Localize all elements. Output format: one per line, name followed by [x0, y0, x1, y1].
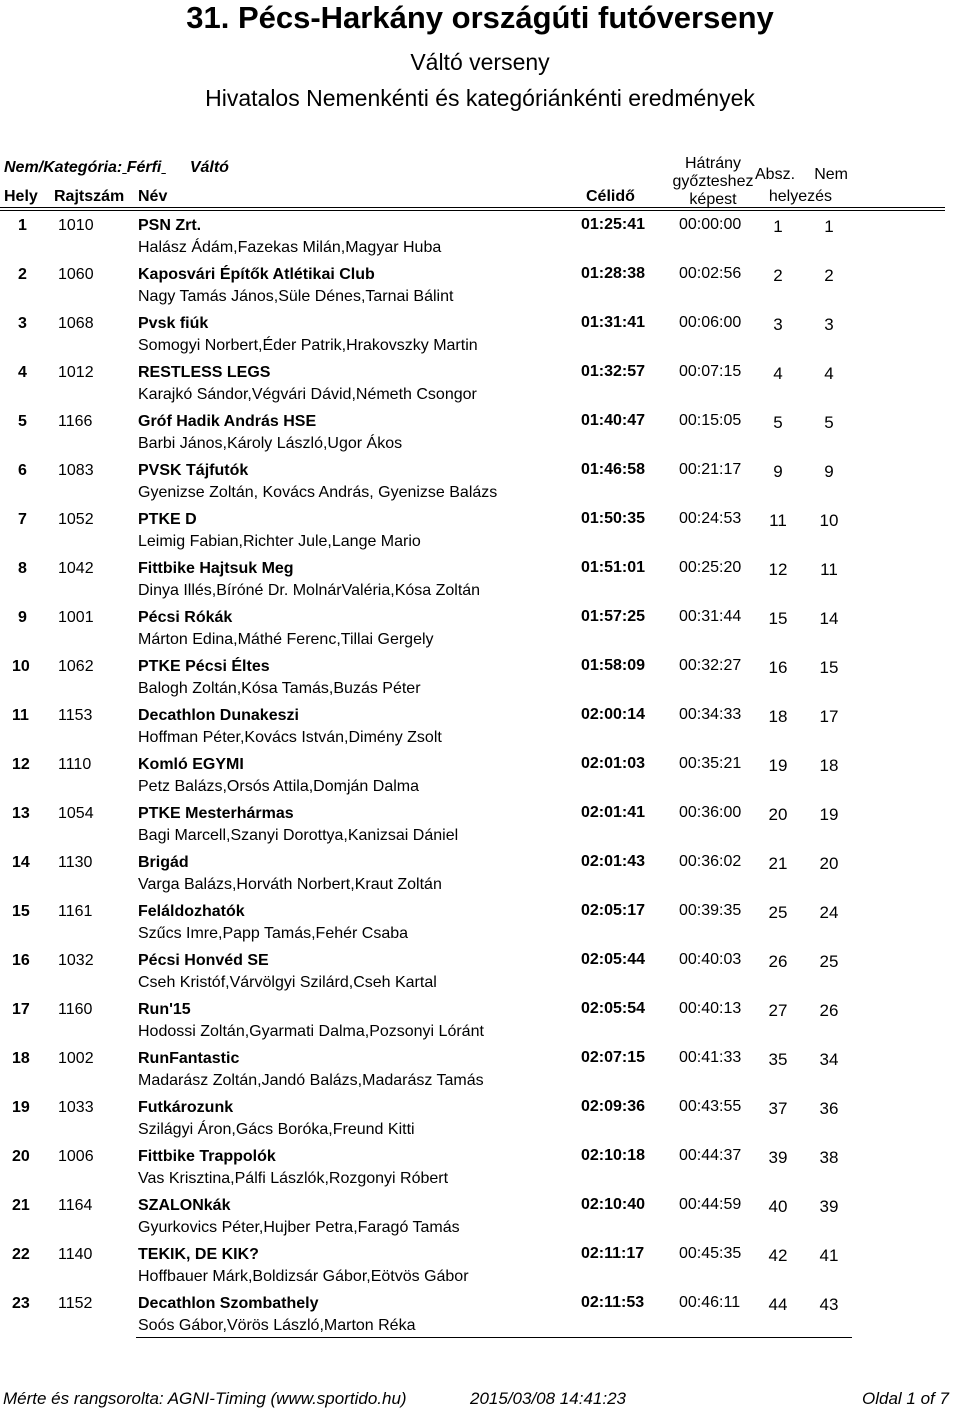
row-gap: 00:45:35	[679, 1245, 742, 1262]
row-place: 17	[12, 1001, 30, 1018]
row-team-name: Brigád	[138, 854, 189, 871]
row-members: Hoffman Péter,Kovács István,Dimény Zsolt	[138, 729, 442, 746]
row-finish-time: 02:01:03	[581, 755, 646, 772]
row-finish-time: 01:50:35	[581, 510, 646, 527]
row-finish-time: 01:32:57	[581, 363, 646, 380]
row-place: 16	[12, 952, 30, 969]
row-members: Soós Gábor,Vörös László,Marton Réka	[138, 1317, 416, 1334]
row-finish-time: 01:40:47	[581, 412, 646, 429]
row-absolute-place: 9	[773, 462, 783, 481]
row-absolute-place: 3	[773, 315, 783, 334]
row-gender-place: 24	[819, 903, 839, 922]
row-bib: 1062	[58, 658, 94, 675]
row-gap: 00:40:13	[679, 1000, 742, 1017]
row-finish-time: 02:10:40	[581, 1196, 646, 1213]
row-bib: 1068	[58, 315, 94, 332]
column-header-name: Név	[138, 188, 168, 205]
row-gender-place: 5	[824, 413, 834, 432]
row-absolute-place: 19	[768, 756, 788, 775]
row-finish-time: 02:00:14	[581, 706, 646, 723]
row-absolute-place: 26	[768, 952, 788, 971]
row-place: 3	[18, 315, 27, 332]
row-absolute-place: 15	[768, 609, 788, 628]
row-gender-place: 20	[819, 854, 839, 873]
row-gender-place: 14	[819, 609, 839, 628]
row-gender-place: 1	[824, 217, 834, 236]
row-team-name: PSN Zrt.	[138, 217, 202, 234]
row-members: Dinya Illés,Bíróné Dr. MolnárValéria,Kósa Zoltán	[138, 582, 481, 599]
row-bib: 1060	[58, 266, 94, 283]
row-gender-place: 43	[819, 1295, 839, 1314]
row-bib: 1152	[58, 1295, 93, 1312]
category-label: Nem/Kategória:	[4, 159, 123, 176]
table-row	[0, 701, 960, 750]
row-finish-time: 01:28:38	[581, 265, 646, 282]
row-finish-time: 02:05:54	[581, 1000, 646, 1017]
row-members: Márton Edina,Máthé Ferenc,Tillai Gergely	[138, 631, 434, 648]
row-gender-place: 25	[819, 952, 839, 971]
row-gender-place: 17	[819, 707, 839, 726]
row-team-name: Komló EGYMI	[138, 756, 244, 773]
row-team-name: Pécsi Honvéd SE	[138, 952, 269, 969]
row-members: Cseh Kristóf,Várvölgyi Szilárd,Cseh Kartal	[138, 974, 437, 991]
table-row	[0, 652, 960, 701]
row-gap: 00:36:00	[679, 804, 742, 821]
row-members: Petz Balázs,Orsós Attila,Domján Dalma	[138, 778, 419, 795]
row-absolute-place: 20	[768, 805, 788, 824]
row-finish-time: 02:11:53	[581, 1294, 645, 1311]
footer-datetime: 2015/03/08 14:41:23	[470, 1389, 626, 1408]
column-header-gap-line1: Hátrány	[684, 155, 742, 172]
row-members: Halász Ádám,Fazekas Milán,Magyar Huba	[138, 239, 442, 256]
row-gender-place: 26	[819, 1001, 839, 1020]
row-absolute-place: 4	[773, 364, 783, 383]
row-absolute-place: 5	[773, 413, 783, 432]
row-place: 13	[12, 805, 30, 822]
row-gap: 00:44:59	[679, 1196, 742, 1213]
row-bib: 1140	[58, 1246, 93, 1263]
row-team-name: Gróf Hadik András HSE	[138, 413, 317, 430]
row-members: Hodossi Zoltán,Gyarmati Dalma,Pozsonyi Lóránt	[138, 1023, 484, 1040]
row-bib: 1110	[58, 756, 92, 773]
row-gap: 00:39:35	[679, 902, 742, 919]
row-place: 15	[12, 903, 30, 920]
row-members: Barbi János,Károly László,Ugor Ákos	[138, 435, 403, 452]
row-place: 6	[18, 462, 27, 479]
row-absolute-place: 35	[768, 1050, 788, 1069]
row-bib: 1033	[58, 1099, 94, 1116]
column-header-place: Hely	[4, 188, 38, 205]
table-row	[0, 358, 960, 407]
row-absolute-place: 1	[773, 217, 783, 236]
row-team-name: SZALONkák	[138, 1197, 231, 1214]
footer-credit: Mérte és rangsorolta: AGNI-Timing (www.sportido.hu)	[3, 1389, 407, 1408]
row-finish-time: 02:01:41	[581, 804, 646, 821]
row-gap: 00:40:03	[679, 951, 742, 968]
row-place: 22	[12, 1246, 30, 1263]
table-row	[0, 750, 960, 799]
column-header-abs: Absz.	[755, 166, 796, 183]
row-team-name: RESTLESS LEGS	[138, 364, 271, 381]
row-gap: 00:06:00	[679, 314, 742, 331]
row-team-name: Pvsk fiúk	[138, 315, 209, 332]
row-finish-time: 02:09:36	[581, 1098, 646, 1115]
column-header-gap-line2: győzteshez	[672, 173, 754, 190]
row-members: Varga Balázs,Horváth Norbert,Kraut Zoltán	[138, 876, 442, 893]
row-place: 4	[18, 364, 27, 381]
row-bib: 1032	[58, 952, 94, 969]
row-place: 19	[12, 1099, 30, 1116]
page-subtitle-results: Hivatalos Nemenkénti és kategóriánkénti eredmények	[205, 85, 755, 111]
table-row	[0, 1289, 960, 1338]
row-members: Somogyi Norbert,Éder Patrik,Hrakovszky Martin	[138, 337, 478, 354]
row-absolute-place: 44	[768, 1295, 788, 1314]
row-finish-time: 02:01:43	[581, 853, 646, 870]
row-absolute-place: 25	[768, 903, 788, 922]
row-finish-time: 01:57:25	[581, 608, 646, 625]
row-gender-place: 4	[824, 364, 834, 383]
table-row	[0, 505, 960, 554]
row-finish-time: 01:31:41	[581, 314, 646, 331]
row-bib: 1164	[58, 1197, 93, 1214]
row-team-name: Fittbike Hajtsuk Meg	[138, 560, 294, 577]
column-header-time: Célidő	[586, 188, 635, 205]
row-team-name: Run'15	[138, 1001, 191, 1018]
table-row	[0, 554, 960, 603]
row-absolute-place: 2	[773, 266, 783, 285]
row-place: 9	[18, 609, 27, 626]
row-finish-time: 02:11:17	[581, 1245, 645, 1262]
column-header-gender-place-line1: Nem	[814, 166, 848, 183]
row-gender-place: 9	[824, 462, 834, 481]
row-members: Szilágyi Áron,Gács Boróka,Freund Kitti	[138, 1121, 415, 1138]
row-bib: 1166	[58, 413, 93, 430]
row-place: 1	[18, 217, 27, 234]
row-gap: 00:46:11	[679, 1294, 741, 1311]
column-header-gap-line3: képest	[689, 191, 737, 208]
row-absolute-place: 27	[768, 1001, 788, 1020]
row-bib: 1054	[58, 805, 94, 822]
row-members: Nagy Tamás János,Süle Dénes,Tarnai Bálint	[138, 288, 454, 305]
row-bib: 1083	[58, 462, 94, 479]
row-gender-place: 19	[819, 805, 839, 824]
row-finish-time: 02:10:18	[581, 1147, 646, 1164]
row-team-name: PTKE Mesterhármas	[138, 805, 294, 822]
row-gender-place: 3	[824, 315, 834, 334]
row-gender-place: 36	[819, 1099, 839, 1118]
row-members: Karajkó Sándor,Végvári Dávid,Németh Csongor	[138, 386, 477, 403]
row-gender-place: 34	[819, 1050, 839, 1069]
row-place: 14	[12, 854, 30, 871]
table-row	[0, 603, 960, 652]
table-row	[0, 1191, 960, 1240]
row-finish-time: 01:51:01	[581, 559, 646, 576]
column-header-gap	[665, 155, 761, 209]
row-place: 11	[12, 707, 29, 724]
row-absolute-place: 12	[768, 560, 788, 579]
row-place: 23	[12, 1295, 30, 1312]
row-gap: 00:15:05	[679, 412, 742, 429]
row-bib: 1001	[58, 609, 94, 626]
row-team-name: PTKE Pécsi Éltes	[138, 658, 270, 675]
table-row	[0, 1240, 960, 1289]
row-bib: 1042	[58, 560, 94, 577]
row-team-name: RunFantastic	[138, 1050, 240, 1067]
row-absolute-place: 18	[768, 707, 788, 726]
row-absolute-place: 42	[768, 1246, 788, 1265]
row-place: 5	[18, 413, 27, 430]
table-row	[0, 1093, 960, 1142]
row-members: Vas Krisztina,Pálfi Lászlók,Rozgonyi Róbert	[138, 1170, 449, 1187]
row-place: 12	[12, 756, 30, 773]
row-gap: 00:34:33	[679, 706, 742, 723]
row-absolute-place: 11	[769, 511, 787, 530]
row-finish-time: 02:05:44	[581, 951, 646, 968]
row-absolute-place: 37	[768, 1099, 788, 1118]
row-team-name: TEKIK, DE KIK?	[138, 1246, 259, 1263]
category-gender: Férfi	[126, 159, 162, 176]
row-place: 7	[18, 511, 27, 528]
table-row	[0, 260, 960, 309]
row-team-name: PVSK Tájfutók	[138, 462, 249, 479]
row-team-name: Decathlon Szombathely	[138, 1295, 319, 1312]
row-team-name: Pécsi Rókák	[138, 609, 233, 626]
row-place: 8	[18, 560, 27, 577]
row-gender-place: 11	[820, 560, 838, 579]
row-gap: 00:31:44	[679, 608, 742, 625]
table-row	[0, 407, 960, 456]
row-gap: 00:02:56	[679, 265, 742, 282]
row-team-name: Decathlon Dunakeszi	[138, 707, 299, 724]
table-row	[0, 897, 960, 946]
row-place: 2	[18, 266, 27, 283]
table-row	[0, 848, 960, 897]
row-gender-place: 18	[819, 756, 839, 775]
table-bottom-rule	[136, 1337, 852, 1338]
row-gap: 00:07:15	[679, 363, 742, 380]
row-team-name: Futkározunk	[138, 1099, 234, 1116]
row-gender-place: 39	[819, 1197, 839, 1216]
row-team-name: Kaposvári Építők Atlétikai Club	[138, 266, 375, 283]
row-gender-place: 10	[819, 511, 839, 530]
row-place: 20	[12, 1148, 30, 1165]
row-bib: 1006	[58, 1148, 94, 1165]
table-row	[0, 1044, 960, 1093]
table-row	[0, 211, 960, 260]
table-row	[0, 1142, 960, 1191]
row-gap: 00:43:55	[679, 1098, 742, 1115]
table-row	[0, 995, 960, 1044]
row-bib: 1161	[58, 903, 93, 920]
row-bib: 1012	[58, 364, 94, 381]
row-members: Bagi Marcell,Szanyi Dorottya,Kanizsai Dániel	[138, 827, 459, 844]
row-finish-time: 02:05:17	[581, 902, 646, 919]
column-header-gender-place-line2: helyezés	[768, 188, 832, 205]
row-gap: 00:21:17	[679, 461, 742, 478]
row-gap: 00:00:00	[679, 216, 742, 233]
row-bib: 1052	[58, 511, 94, 528]
column-header-gender-place	[768, 166, 848, 206]
row-bib: 1010	[58, 217, 94, 234]
row-place: 18	[12, 1050, 30, 1067]
table-row	[0, 799, 960, 848]
row-gender-place: 41	[819, 1246, 839, 1265]
row-gender-place: 38	[819, 1148, 839, 1167]
row-bib: 1130	[58, 854, 93, 871]
table-row	[0, 309, 960, 358]
row-absolute-place: 40	[768, 1197, 788, 1216]
row-gap: 00:44:37	[679, 1147, 742, 1164]
row-members: Gyenizse Zoltán, Kovács András, Gyenizse Balázs	[138, 484, 498, 501]
row-absolute-place: 16	[768, 658, 788, 677]
row-bib: 1002	[58, 1050, 94, 1067]
row-gap: 00:36:02	[679, 853, 742, 870]
row-finish-time: 02:07:15	[581, 1049, 646, 1066]
row-members: Leimig Fabian,Richter Jule,Lange Mario	[138, 533, 421, 550]
row-team-name: Feláldozhatók	[138, 903, 245, 920]
page-subtitle: Váltó verseny	[410, 49, 550, 75]
row-team-name: PTKE D	[138, 511, 197, 528]
row-members: Balogh Zoltán,Kósa Tamás,Buzás Péter	[138, 680, 421, 697]
row-place: 21	[12, 1197, 30, 1214]
table-row	[0, 456, 960, 505]
row-bib: 1160	[58, 1001, 93, 1018]
row-finish-time: 01:46:58	[581, 461, 646, 478]
footer-page: Oldal 1 of 7	[862, 1389, 949, 1408]
row-place: 10	[12, 658, 30, 675]
row-team-name: Fittbike Trappolók	[138, 1148, 276, 1165]
row-members: Szűcs Imre,Papp Tamás,Fehér Csaba	[138, 925, 409, 942]
row-absolute-place: 39	[768, 1148, 788, 1167]
table-row	[0, 946, 960, 995]
row-gap: 00:32:27	[679, 657, 742, 674]
row-members: Gyurkovics Péter,Hujber Petra,Faragó Tamás	[138, 1219, 460, 1236]
row-gender-place: 2	[824, 266, 834, 285]
row-members: Hoffbauer Márk,Boldizsár Gábor,Eötvös Gábor	[138, 1268, 469, 1285]
row-finish-time: 01:25:41	[581, 216, 646, 233]
category-type: Váltó	[189, 159, 229, 176]
row-finish-time: 01:58:09	[581, 657, 646, 674]
row-gap: 00:41:33	[679, 1049, 742, 1066]
row-bib: 1153	[58, 707, 93, 724]
page-title: 31. Pécs-Harkány országúti futóverseny	[186, 0, 774, 35]
row-gap: 00:35:21	[679, 755, 742, 772]
column-header-bib: Rajtszám	[54, 188, 125, 205]
row-gap: 00:24:53	[679, 510, 742, 527]
category-line	[4, 158, 229, 178]
row-absolute-place: 21	[768, 854, 788, 873]
row-gender-place: 15	[819, 658, 839, 677]
row-members: Madarász Zoltán,Jandó Balázs,Madarász Tamás	[138, 1072, 484, 1089]
row-gap: 00:25:20	[679, 559, 742, 576]
